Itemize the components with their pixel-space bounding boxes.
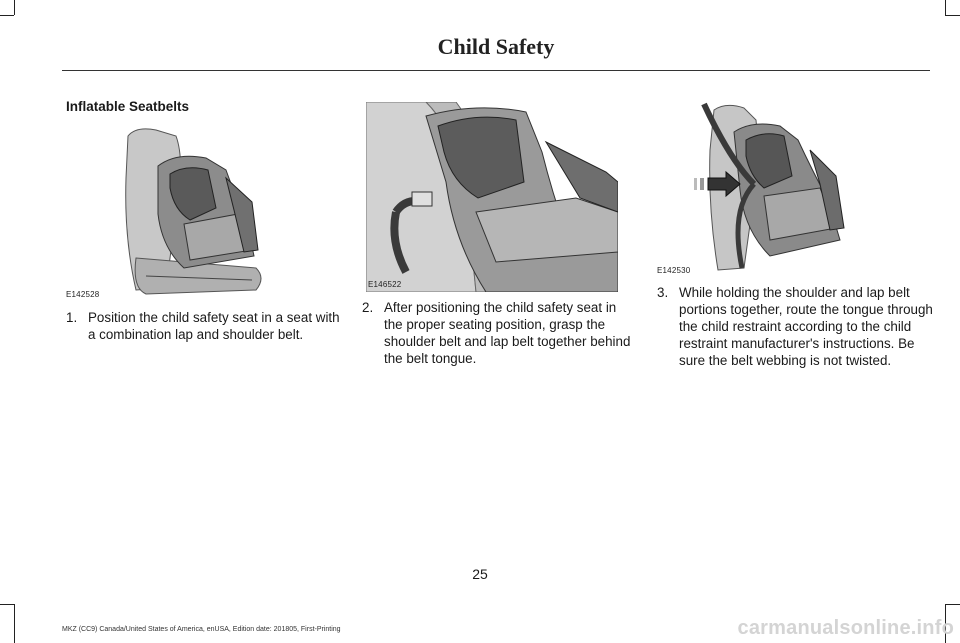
figure-code: E142528	[66, 290, 100, 299]
header-divider	[62, 70, 930, 71]
crop-mark	[945, 15, 960, 16]
footer-edition: MKZ (CC9) Canada/United States of America, enUSA, Edition date: 201805, First-Printing	[62, 626, 341, 633]
step-1	[66, 309, 346, 343]
crop-mark	[0, 15, 14, 16]
page-number: 25	[472, 566, 488, 582]
figure-belt-grasp-closeup	[366, 102, 618, 292]
figure-belt-routing	[660, 100, 860, 275]
step-number: 3.	[657, 285, 669, 300]
crop-mark	[14, 604, 15, 643]
figure-child-seat-on-vehicle-seat	[66, 118, 336, 303]
figure-code: E146522	[368, 280, 402, 289]
step-text: While holding the shoulder and lap belt portions together, route the tongue through the child restraint according to the child restraint manufacturer's instructions. Be sure the belt webbing is not twisted.	[679, 285, 933, 368]
crop-mark	[0, 604, 14, 605]
watermark: carmanualsonline.info	[737, 617, 954, 639]
step-2	[362, 299, 634, 367]
crop-mark	[945, 604, 960, 605]
step-3	[657, 284, 937, 369]
page-title: Child Safety	[437, 34, 555, 59]
figure-code: E142530	[657, 266, 691, 275]
crop-mark	[945, 0, 946, 15]
step-text: Position the child safety seat in a seat with a combination lap and shoulder belt.	[88, 310, 340, 342]
section-heading: Inflatable Seatbelts	[66, 99, 190, 114]
step-number: 2.	[362, 300, 374, 315]
crop-mark	[14, 0, 15, 15]
step-number: 1.	[66, 310, 78, 325]
step-text: After positioning the child safety seat in the proper seating position, grasp the shoulder belt and lap belt together behind the belt tongue.	[384, 300, 631, 366]
